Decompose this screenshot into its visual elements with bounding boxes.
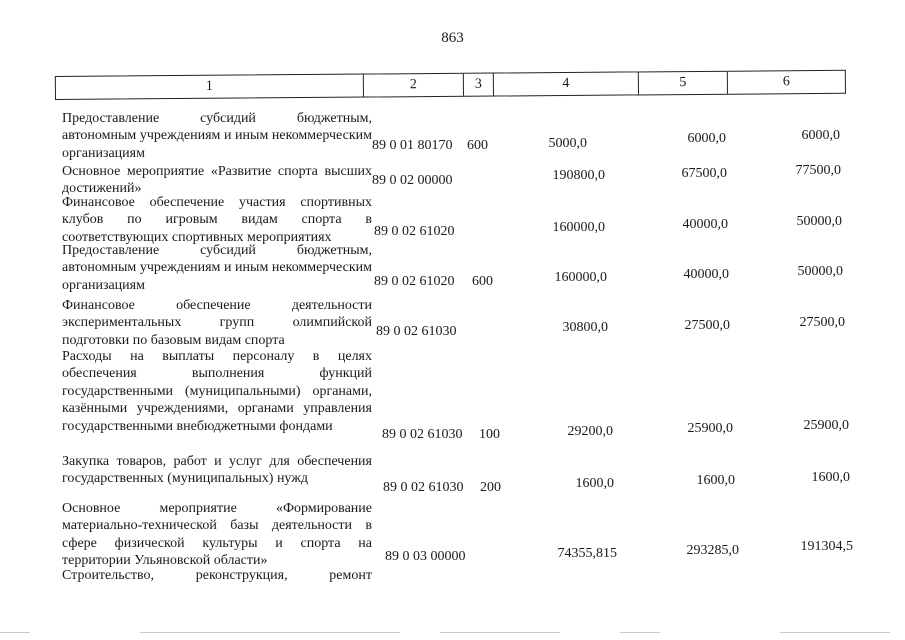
row-name: Основное мероприятие «Развитие спорта высших достижений»	[62, 164, 372, 197]
row-col4: 30800,0	[562, 320, 608, 335]
row-col4: 29200,0	[567, 424, 613, 439]
row-col4: 74355,815	[557, 546, 617, 561]
row-col5: 293285,0	[686, 543, 739, 558]
row-col5: 27500,0	[684, 318, 730, 333]
header-col-4: 4	[493, 72, 638, 95]
row-code: 89 0 02 00000	[372, 173, 453, 188]
row-col6: 6000,0	[801, 128, 840, 143]
row-col4: 1600,0	[575, 476, 614, 491]
row-name: Финансовое обеспечение участия спортивных клубов по игровым видам спорта в соответствующих спортивных мероприятиях	[62, 195, 372, 245]
row-col6: 25900,0	[803, 418, 849, 433]
row-col6: 191304,5	[800, 539, 853, 554]
row-col6: 1600,0	[811, 470, 850, 485]
row-col5: 67500,0	[681, 166, 727, 181]
table-header	[55, 70, 846, 100]
header-col-5: 5	[638, 72, 727, 95]
row-col6: 50000,0	[797, 264, 843, 279]
row-col4: 160000,0	[552, 220, 605, 235]
row-col4: 160000,0	[554, 270, 607, 285]
header-col-1: 1	[205, 78, 213, 94]
row-name: Основное мероприятие «Формирование материально-технической базы деятельности в сфере физической культуры и спорта на территории Ульяновской области»	[62, 501, 372, 569]
row-code: 89 0 01 80170	[372, 138, 453, 153]
header-col-3: 3	[463, 74, 493, 96]
row-code: 89 0 02 61030	[382, 427, 463, 442]
row-col5: 40000,0	[683, 267, 729, 282]
row-type: 600	[472, 274, 493, 289]
row-col6: 50000,0	[796, 214, 842, 229]
row-col6: 77500,0	[795, 163, 841, 178]
row-col6: 27500,0	[799, 315, 845, 330]
row-name: Предоставление субсидий бюджетным, автономным учреждениям и иным некоммерческим организациям	[62, 111, 372, 161]
row-name: Строительство, реконструкция, ремонт	[62, 568, 372, 583]
row-col4: 5000,0	[548, 136, 587, 151]
row-code: 89 0 02 61020	[374, 274, 455, 289]
row-code: 89 0 02 61030	[376, 324, 457, 339]
row-code: 89 0 02 61030	[383, 480, 464, 495]
row-type: 600	[467, 138, 488, 153]
page-number: 863	[441, 30, 464, 46]
row-code: 89 0 02 61020	[374, 224, 455, 239]
row-name: Предоставление субсидий бюджетным, автономным учреждениям и иным некоммерческим организациям	[62, 243, 372, 293]
row-col5: 25900,0	[687, 421, 733, 436]
row-col5: 6000,0	[687, 131, 726, 146]
row-name: Закупка товаров, работ и услуг для обеспечения государственных (муниципальных) нужд	[62, 454, 372, 487]
row-code: 89 0 03 00000	[385, 549, 466, 564]
row-name: Финансовое обеспечение деятельности экспериментальных групп олимпийской подготовки по базовым видам спорта	[62, 298, 372, 348]
row-type: 100	[479, 427, 500, 442]
row-name: Расходы на выплаты персоналу в целях обеспечения выполнения функций государственными (муниципальными) органами, казёнными учреждениями, органами управления государственными внебюджетными фондами	[62, 349, 372, 434]
header-col-2: 2	[363, 74, 463, 97]
row-col5: 40000,0	[682, 217, 728, 232]
header-col-6: 6	[727, 71, 845, 94]
row-col4: 190800,0	[552, 168, 605, 183]
row-col5: 1600,0	[696, 473, 735, 488]
row-type: 200	[480, 480, 501, 495]
